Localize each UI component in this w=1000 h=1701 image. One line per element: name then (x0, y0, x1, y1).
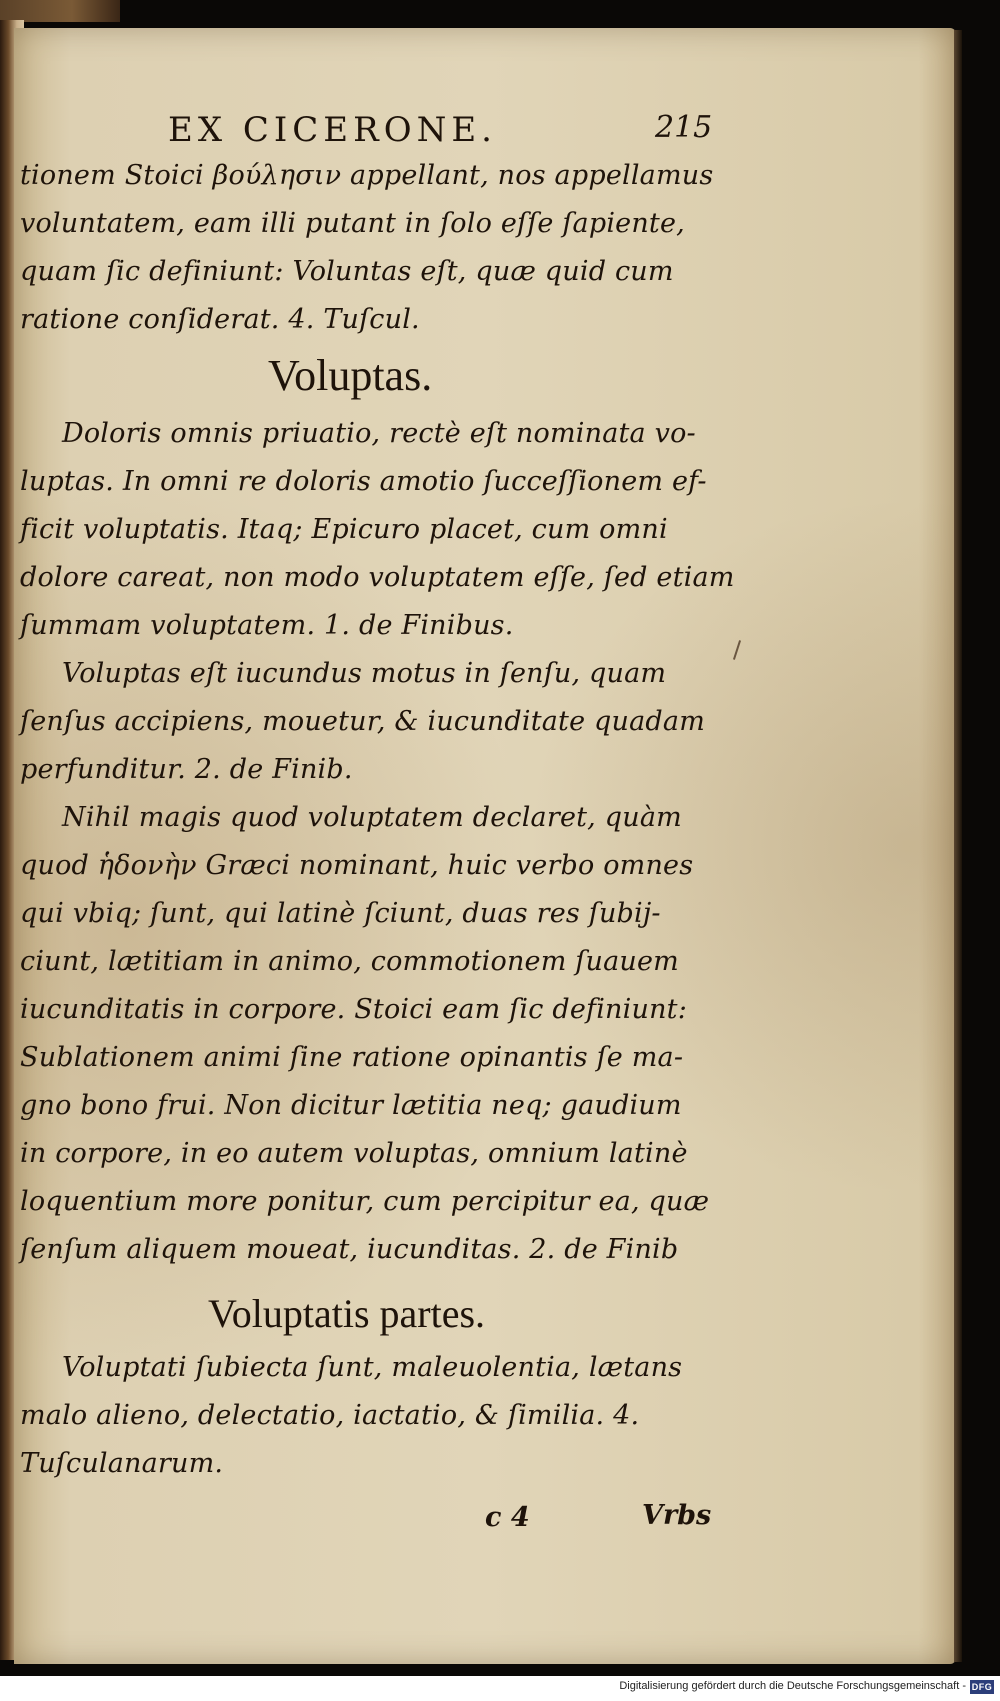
text-line: malo alieno, delectatio, iactatio, & ſimilia. 4. (20, 1400, 640, 1431)
text-line: Nihil magis quod voluptatem declaret, quàm (62, 802, 682, 833)
text-line: ficit voluptatis. Itaq; Epicuro placet, cum omni (20, 514, 668, 545)
section-heading: Voluptas. (268, 351, 433, 400)
text-line: tionem Stoici βούλησιν appellant, nos appellamus (20, 160, 714, 191)
text-line: in corpore, in eo autem voluptas, omnium latinè (20, 1138, 688, 1169)
text-line: ſummam voluptatem. 1. de Finibus. (20, 610, 514, 641)
catchword: Vrbs (642, 1500, 712, 1531)
footer-credit: Digitalisierung gefördert durch die Deutsche Forschungsgemeinschaft - (619, 1680, 966, 1692)
running-head: EX CICERONE. (168, 110, 497, 150)
text-line: ratione conſiderat. 4. Tuſcul. (20, 304, 420, 335)
text-line: Voluptati ſubiecta ſunt, maleuolentia, lætans (62, 1352, 683, 1383)
dfg-logo: DFG (971, 1682, 993, 1692)
text-line: Doloris omnis priuatio, rectè eſt nominata vo- (62, 418, 696, 449)
text-line: voluntatem, eam illi putant in ſolo eſſe ſapiente, (20, 208, 685, 239)
text-line: ſenſum aliquem moueat, iucunditas. 2. de Finib (20, 1234, 679, 1265)
text-line: qui vbiq; ſunt, qui latinè ſciunt, duas res ſubij- (20, 898, 661, 929)
book-board (0, 0, 120, 22)
text-line: ſenſus accipiens, mouetur, & iucunditate quadam (20, 706, 706, 737)
page-edge (954, 30, 962, 1662)
text-line: quam ſic definiunt: Voluntas eſt, quæ quid cum (20, 256, 674, 287)
text-line: Sublationem animi ſine ratione opinantis ſe ma- (20, 1042, 684, 1073)
text-line: iucunditatis in corpore. Stoici eam ſic definiunt: (20, 994, 688, 1025)
page-number: 215 (655, 110, 713, 145)
text-line: dolore careat, non modo voluptatem eſſe, ſed etiam (20, 562, 735, 593)
text-line: gno bono frui. Non dicitur lætitia neq; gaudium (20, 1090, 682, 1121)
text-line: Voluptas eſt iucundus motus in ſenſu, quam (62, 658, 667, 689)
text-line: Tuſculanarum. (20, 1448, 224, 1479)
text-line: perfunditur. 2. de Finib. (20, 754, 353, 785)
section-heading: Voluptatis partes. (208, 1291, 486, 1336)
text-line: quod ἡδονὴν Græci nominant, huic verbo omnes (20, 850, 694, 881)
text-line: loquentium more ponitur, cum percipitur ea, quæ (20, 1186, 710, 1217)
text-line: luptas. In omni re doloris amotio ſucceſſionem ef- (20, 466, 707, 497)
signature-mark: c 4 (485, 1502, 530, 1533)
text-line: ciunt, lætitiam in animo, commotionem ſuauem (20, 946, 679, 977)
